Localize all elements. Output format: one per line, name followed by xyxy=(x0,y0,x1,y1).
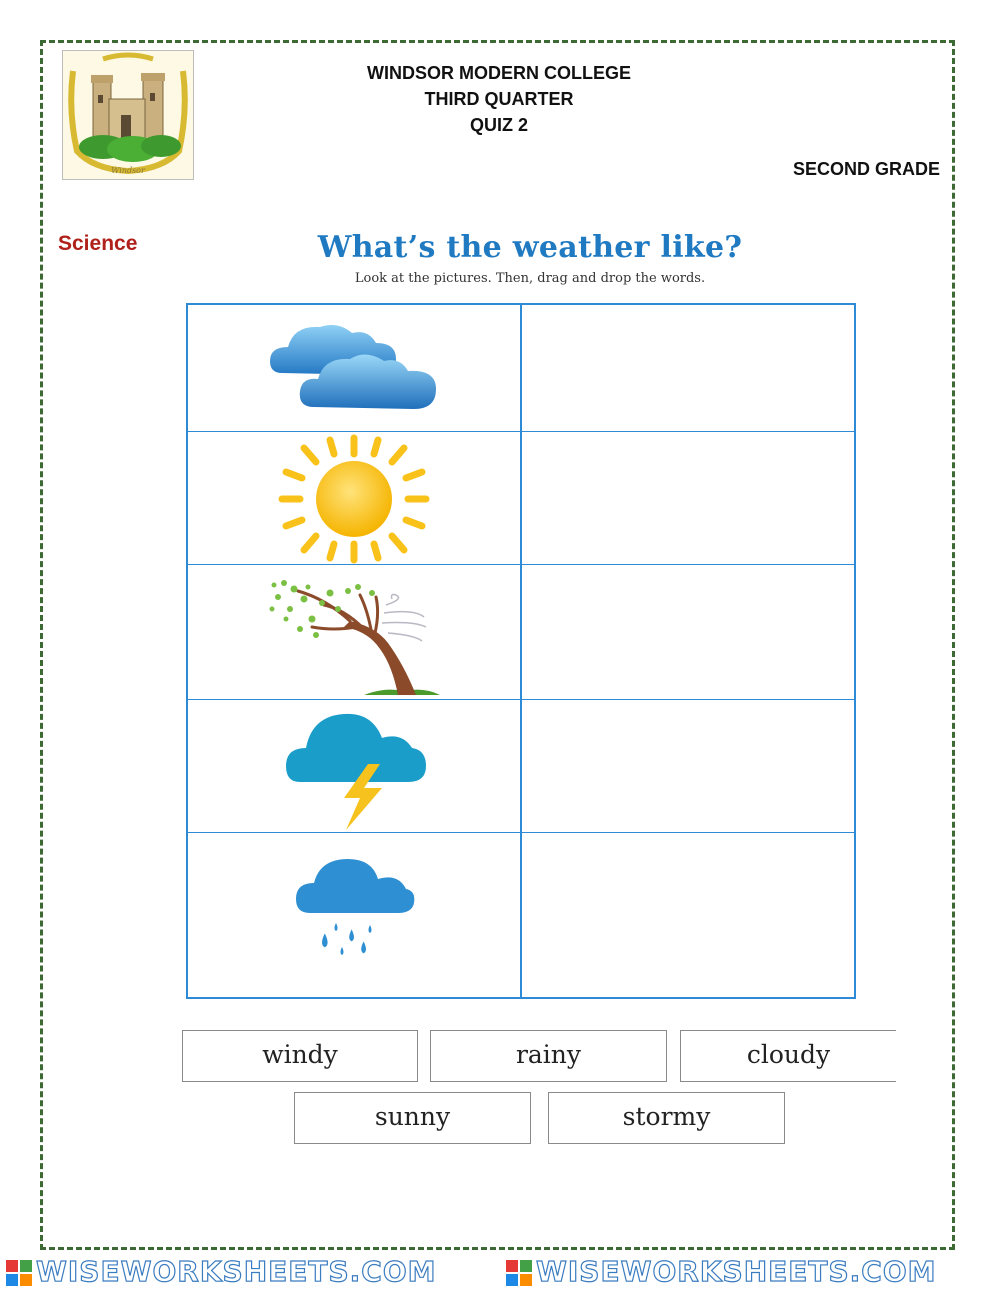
drop-zone[interactable] xyxy=(522,432,854,564)
picture-cell xyxy=(188,305,522,431)
castle-crest-icon xyxy=(63,51,193,179)
word-card-sunny[interactable]: sunny xyxy=(294,1092,531,1144)
brand-badge-icon xyxy=(506,1260,532,1286)
picture-cell xyxy=(188,565,522,699)
term-label: THIRD QUARTER xyxy=(424,89,574,109)
school-name: WINDSOR MODERN COLLEGE xyxy=(367,63,631,83)
logo-caption: Windsor xyxy=(111,166,145,175)
picture-cell xyxy=(188,432,522,564)
drop-zone[interactable] xyxy=(522,565,854,699)
word-card-rainy[interactable]: rainy xyxy=(430,1030,667,1082)
word-card-stormy[interactable]: stormy xyxy=(548,1092,785,1144)
brand-badge-icon xyxy=(6,1260,32,1286)
storm-cloud-icon xyxy=(284,702,428,832)
brand-watermark: WISEWORKSHEETS.COM xyxy=(36,1255,437,1288)
sun-icon xyxy=(274,432,434,565)
subject-label: Science xyxy=(58,232,138,255)
table-row xyxy=(188,700,854,833)
word-card-cloudy[interactable]: cloudy xyxy=(680,1030,896,1082)
table-row xyxy=(188,432,854,565)
picture-cell xyxy=(188,700,522,832)
activity-title: What’s the weather like? xyxy=(317,230,743,265)
cloud-icon xyxy=(268,319,440,415)
brand-watermark: WISEWORKSHEETS.COM xyxy=(536,1255,937,1288)
windy-tree-icon xyxy=(264,569,450,699)
grade-label: SECOND GRADE xyxy=(792,159,940,179)
drop-zone[interactable] xyxy=(522,833,854,997)
word-card-windy[interactable]: windy xyxy=(182,1030,418,1082)
quiz-label: QUIZ 2 xyxy=(469,115,528,135)
picture-cell xyxy=(188,833,522,997)
activity-instructions: Look at the pictures. Then, drag and drop the words. xyxy=(354,271,706,286)
drop-zone[interactable] xyxy=(522,700,854,832)
rain-cloud-icon xyxy=(294,855,416,967)
table-row xyxy=(188,565,854,700)
table-row xyxy=(188,305,854,432)
worksheet-header xyxy=(300,60,698,138)
matching-table xyxy=(186,303,856,999)
school-logo xyxy=(62,50,194,180)
table-row xyxy=(188,833,854,997)
drop-zone[interactable] xyxy=(522,305,854,431)
